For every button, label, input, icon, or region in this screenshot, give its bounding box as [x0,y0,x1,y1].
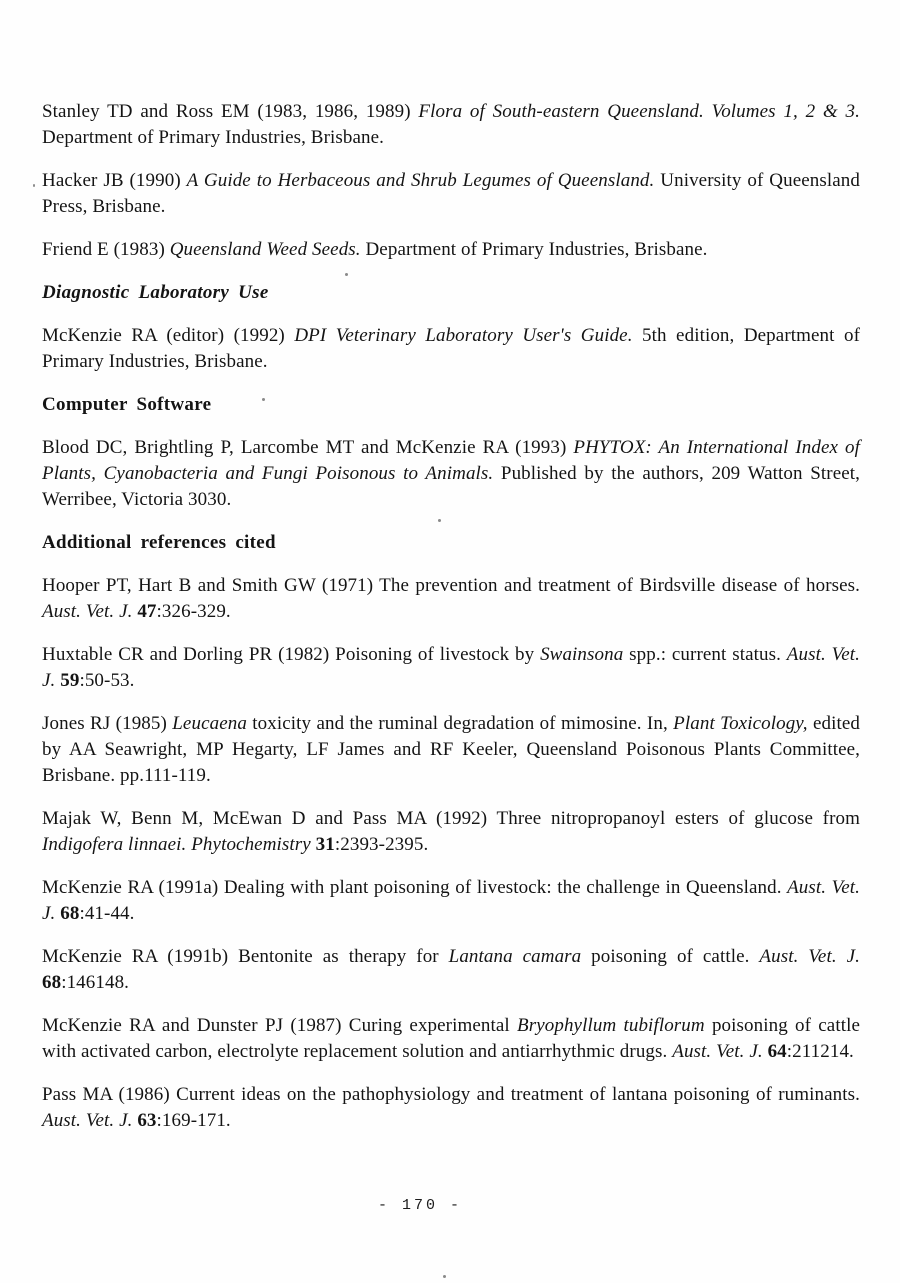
text-run: A Guide to Herbaceous and Shrub Legumes of Queensland. [186,170,655,191]
text-run: J. [749,1041,768,1062]
text-run: :2393-2395. [334,834,429,855]
text-run: 68 [60,903,80,924]
text-run: Indigofera linnaei. Phytochemistry [42,834,316,855]
text-run: Friend E (1983) [42,239,170,260]
text-run: toxicity and the ruminal degradation of mimosine. In, [246,713,674,734]
reference-paragraph [42,1013,860,1065]
text-run: Majak W, Benn M, McEwan D and Pass MA (1992) Three nitropropanoyl esters of glucose from [42,808,860,829]
text-run: Jones RJ (1985) [42,713,173,734]
reference-paragraph [42,806,860,858]
scan-speck [443,1275,446,1278]
text-run: 47 [137,601,157,622]
reference-paragraph [42,99,860,151]
text-run: 68 [42,972,62,993]
text-run: Lantana camara [448,946,582,967]
text-run: poisoning of cattle with activated carbon, electrolyte replacement solution and antiarrhythmic drugs. [42,1015,861,1062]
text-run: Diagnostic Laboratory Use [42,282,269,303]
text-run: Aust. Vet. J. [759,946,860,967]
text-run: McKenzie RA (editor) (1992) [42,325,295,346]
text-run: Aust. Vet. J. [42,1110,138,1131]
text-run: University of Queensland Press, Brisbane. [42,170,860,217]
text-run: spp.: current status. [623,644,787,665]
text-run: Swainsona [540,644,624,665]
section-heading [42,280,860,306]
reference-paragraph [42,168,860,220]
text-run: Aust. Vet. [672,1041,750,1062]
text-run: Plant Toxicology, [673,713,808,734]
reference-paragraph [42,323,860,375]
text-run: :146148. [61,972,130,993]
text-run: Computer Software [42,394,212,415]
reference-paragraph [42,435,860,513]
text-run: :169-171. [156,1110,231,1131]
reference-paragraph [42,875,860,927]
page-content [42,99,860,1151]
text-run: poisoning of cattle. [581,946,760,967]
text-run: Pass MA (1986) Current ideas on the pathophysiology and treatment of lantana poisoning of ruminants. [42,1084,860,1105]
text-run: Department of Primary Industries, Brisbane. [360,239,708,260]
text-run: Huxtable CR and Dorling PR (1982) Poisoning of livestock by [42,644,541,665]
text-run: Blood DC, Brightling P, Larcombe MT and McKenzie RA (1993) [42,437,574,458]
reference-paragraph [42,237,860,263]
scan-speck [262,398,265,401]
scan-speck [345,273,348,276]
text-run: Department of Primary Industries, Brisbane. [42,127,384,148]
text-run: Hooper PT, Hart B and Smith GW (1971) The prevention and treatment of Birdsville disease of horses. [42,575,860,596]
reference-paragraph [42,573,860,625]
text-run: :50-53. [79,670,135,691]
text-run: :326-329. [156,601,231,622]
text-run: Leucaena [172,713,247,734]
text-run: Queensland Weed Seeds. [169,239,361,260]
text-run: Hacker JB (1990) [42,170,187,191]
text-run: Bryophyllum tubiflorum [517,1015,705,1036]
scan-speck [438,519,441,522]
text-run: :41-44. [79,903,135,924]
text-run: Flora of South-eastern Queensland. Volumes 1, 2 & 3. [418,101,860,122]
text-run: DPI Veterinary Laboratory User's Guide. [294,325,633,346]
reference-paragraph [42,642,860,694]
scan-speck [33,184,35,187]
text-run: McKenzie RA (1991a) Dealing with plant poisoning of livestock: the challenge in Queensland. [42,877,788,898]
text-run: 5th edition, Department of Primary Industries, Brisbane. [42,325,860,372]
text-run: 64 [767,1041,787,1062]
text-run: 59 [60,670,80,691]
text-run: :211214. [786,1041,854,1062]
text-run: Additional references cited [42,532,276,553]
section-heading [42,392,860,418]
text-run: McKenzie RA (1991b) Bentonite as therapy for [42,946,449,967]
reference-paragraph [42,1082,860,1134]
text-run: 63 [137,1110,157,1131]
text-run: edited by AA Seawright, MP Hegarty, LF James and RF Keeler, Queensland Poisonous Plants Committee, Brisbane. pp.111-119. [42,713,861,786]
text-run: Aust. Vet. J. [42,877,860,924]
text-run: Stanley TD and Ross EM (1983, 1986, 1989) [42,101,419,122]
text-run: 31 [315,834,335,855]
text-run: Published by the authors, 209 Watton Street, Werribee, Victoria 3030. [42,463,860,510]
reference-paragraph [42,944,860,996]
text-run: McKenzie RA and Dunster PJ (1987) Curing experimental [42,1015,518,1036]
page-number: - 170 - [377,1197,462,1214]
reference-paragraph [42,711,860,789]
section-heading [42,530,860,556]
text-run: Aust. Vet. J. [42,601,138,622]
text-run: PHYTOX: An International Index of Plants, Cyanobacteria and Fungi Poisonous to Animals. [42,437,860,484]
text-run: Aust. Vet. J. [42,644,860,691]
